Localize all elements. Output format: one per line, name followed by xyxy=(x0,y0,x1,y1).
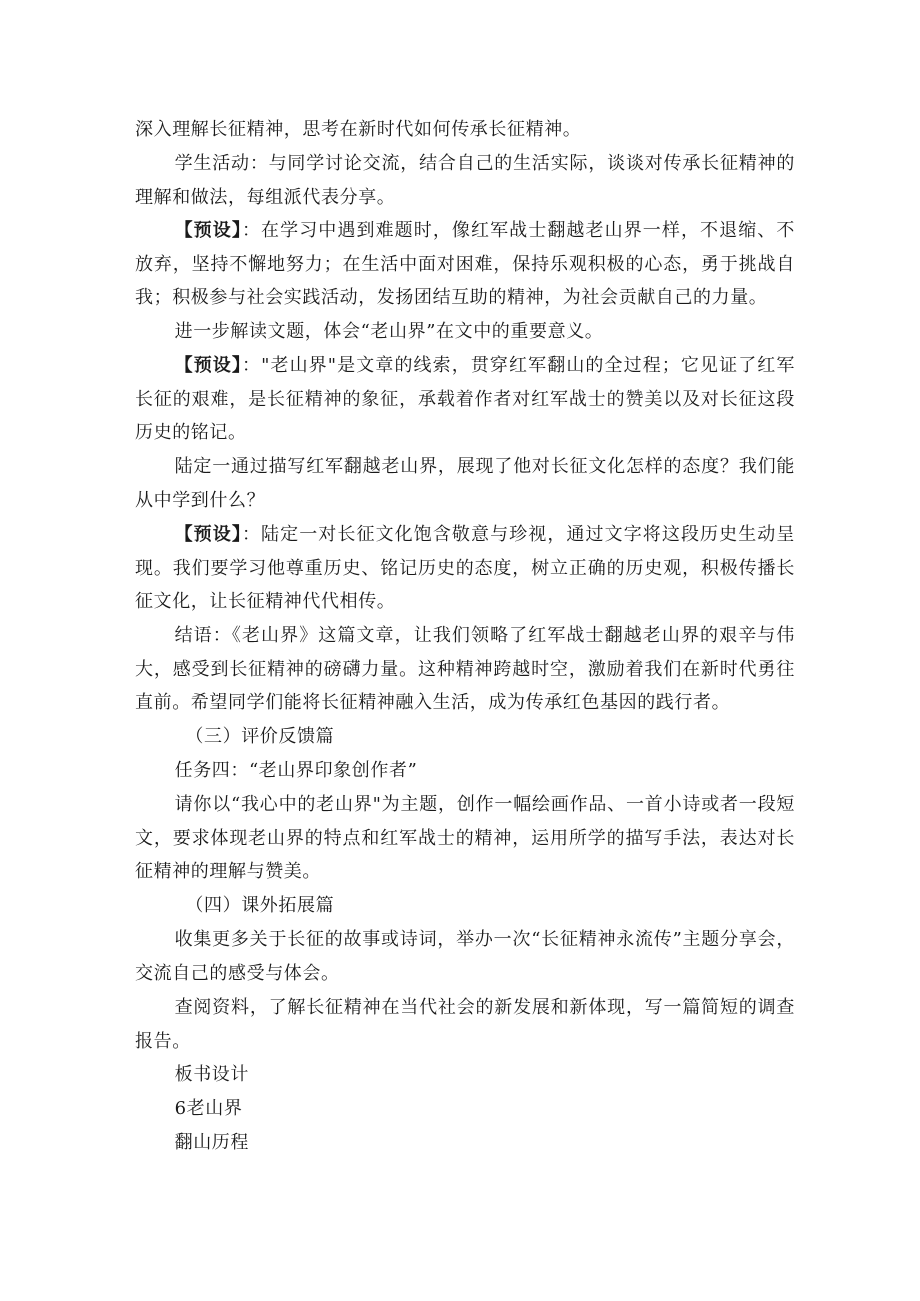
preset-text: ：在学习中遇到难题时，像红军战士翻越老山界一样，不退缩、不放弃，坚持不懈地努力；在生活中面对困难，保持乐观积极的心态，勇于挑战自我；积极参与社会实践活动，发扬团结互助的精神，为社会贡献自己的力量。 xyxy=(135,220,795,309)
paragraph-creation-request: 请你以“我心中的老山界"为主题，创作一幅绘画作品、一首小诗或者一段短文，要求体现老山界的特点和红军战士的精神，运用所学的描写手法，表达对长征精神的理解与赞美。 xyxy=(135,794,795,883)
paragraph-student-activity: 学生活动：与同学讨论交流，结合自己的生活实际，谈谈对传承长征精神的理解和做法，每组派代表分享。 xyxy=(135,153,795,208)
paragraph-board-title: 6老山界 xyxy=(174,1098,243,1119)
preset-text: ："老山界"是文章的线索，贯穿红军翻山的全过程；它见证了红军长征的艰难，是长征精神的象征，承载着作者对红军战士的赞美以及对长征这段历史的铭记。 xyxy=(135,355,796,444)
paragraph-board-design: 板书设计 xyxy=(174,1064,249,1085)
paragraph-research-report: 查阅资料，了解长征精神在当代社会的新发展和新体现，写一篇简短的调查报告。 xyxy=(135,997,795,1052)
section-heading-extension: （四）课外拓展篇 xyxy=(185,895,335,916)
preset-label: 【预设】 xyxy=(174,524,242,545)
section-heading-evaluation: （三）评价反馈篇 xyxy=(185,726,335,747)
paragraph-conclusion: 结语：《老山界》这篇文章，让我们领略了红军战士翻越老山界的艰辛与伟大，感受到长征精神的磅礴力量。这种精神跨越时空，激励着我们在新时代勇往直前。希望同学们能将长征精神融入生活，成为传承红色基因的践行者。 xyxy=(135,625,795,714)
paragraph-preset-3 xyxy=(135,518,795,619)
paragraph-board-item: 翻山历程 xyxy=(174,1132,249,1153)
paragraph-question: 陆定一通过描写红军翻越老山界，展现了他对长征文化怎样的态度？我们能从中学到什么？ xyxy=(135,456,795,511)
paragraph-title-meaning: 进一步解读文题，体会“老山界”在文中的重要意义。 xyxy=(174,321,604,342)
paragraph-preset-1 xyxy=(135,214,795,315)
paragraph-collect-stories: 收集更多关于长征的故事或诗词，举办一次“长征精神永流传”主题分享会，交流自己的感受与体会。 xyxy=(135,929,795,984)
preset-label: 【预设】 xyxy=(174,220,242,241)
paragraph-task-four: 任务四：“老山界印象创作者” xyxy=(174,760,418,781)
preset-label: 【预设】 xyxy=(174,355,242,376)
paragraph-preset-2 xyxy=(135,349,795,450)
paragraph-intro: 深入理解长征精神，思考在新时代如何传承长征精神。 xyxy=(135,119,582,140)
preset-text: ：陆定一对长征文化饱含敬意与珍视，通过文字将这段历史生动呈现。我们要学习他尊重历史、铭记历史的态度，树立正确的历史观，积极传播长征文化，让长征精神代代相传。 xyxy=(135,524,795,613)
